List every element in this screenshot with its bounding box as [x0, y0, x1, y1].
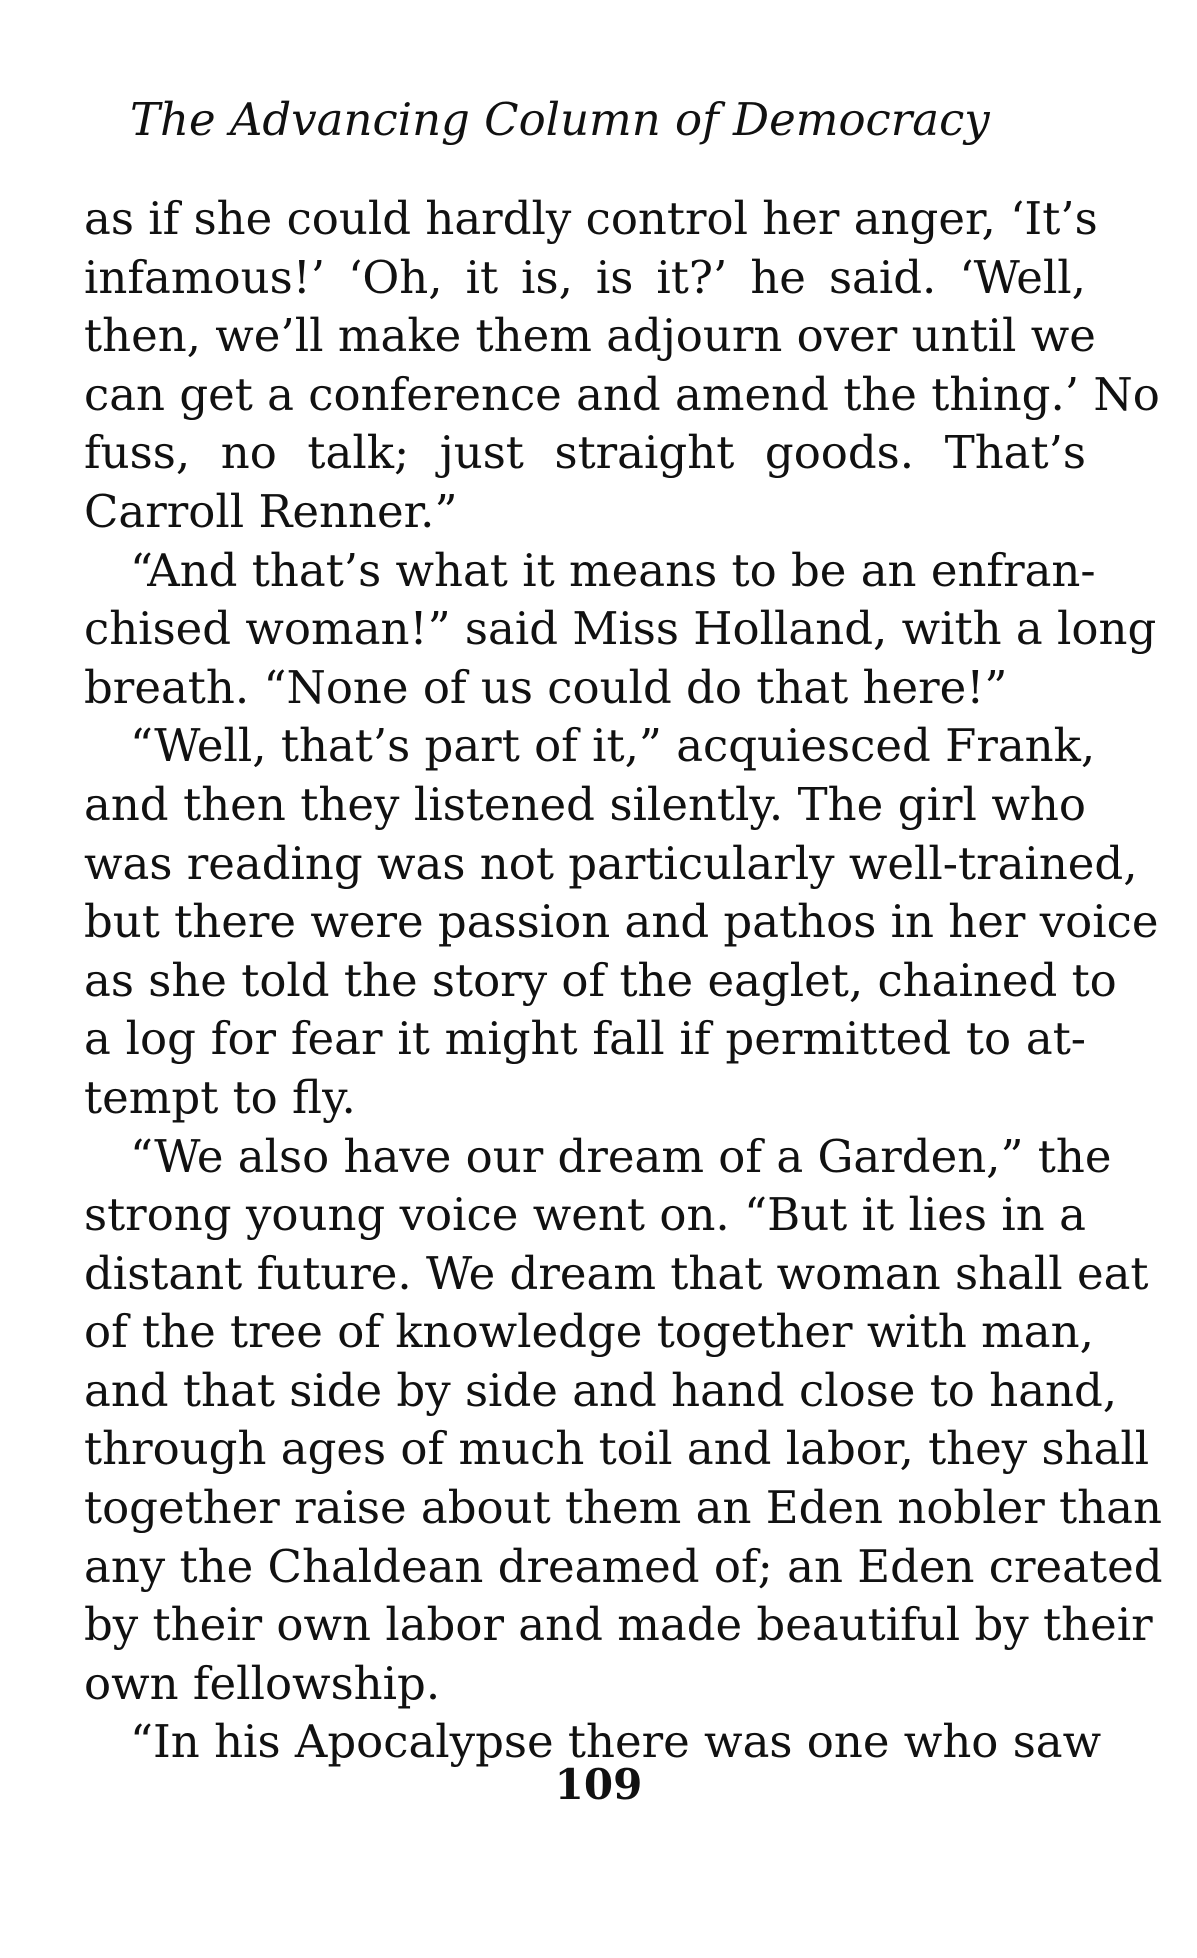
text-line: chised woman!” said Miss Holland, with a long	[84, 602, 1157, 656]
text-line: through ages of much toil and labor, they shall	[84, 1422, 1150, 1476]
text-line: a log for fear it might fall if permitted to at-	[84, 1012, 1086, 1066]
page-number: 109	[554, 1760, 643, 1809]
text-line: any the Chaldean dreamed of; an Eden created	[84, 1539, 1163, 1593]
text-line: as if she could hardly control her anger, ‘It’s	[84, 192, 1098, 245]
text-line: “We also have our dream of a Garden,” the	[130, 1129, 1112, 1183]
text-line: then, we’ll make them adjourn over until we	[84, 309, 1096, 363]
text-line: but there were passion and pathos in her voice	[84, 895, 1159, 949]
text-line: of the tree of knowledge together with man,	[84, 1305, 1094, 1359]
text-line: and then they listened silently. The girl who	[84, 777, 1086, 831]
text-line: and that side by side and hand close to hand,	[84, 1363, 1118, 1417]
text-line: Carroll Renner.”	[84, 484, 458, 538]
text-line: by their own labor and made beautiful by their	[84, 1598, 1153, 1652]
text-line: tempt to fly.	[84, 1070, 356, 1124]
running-head: The Advancing Column of Democracy	[130, 93, 990, 146]
text-line: distant future. We dream that woman shall eat	[84, 1246, 1149, 1300]
text-line: was reading was not particularly well-trained,	[84, 836, 1138, 890]
text-line: as she told the story of the eaglet, chained to	[84, 953, 1117, 1007]
text-line: “And that’s what it means to be an enfran-	[130, 543, 1096, 597]
body-text	[84, 190, 1163, 1772]
text-line: “In his Apocalypse there was one who saw	[130, 1715, 1102, 1769]
text-line: breath. “None of us could do that here!”	[84, 660, 1008, 714]
text-line: together raise about them an Eden nobler than	[84, 1481, 1162, 1535]
text-line: infamous!’ ‘Oh, it is, is it?’ he said. ‘Well,	[84, 250, 1086, 304]
text-line: fuss, no talk; just straight goods. That’s	[84, 426, 1086, 480]
text-line: can get a conference and amend the thing.’ No	[84, 367, 1160, 421]
text-line: strong young voice went on. “But it lies in a	[84, 1188, 1086, 1242]
text-line: own fellowship.	[84, 1656, 441, 1710]
text-line: “Well, that’s part of it,” acquiesced Frank,	[130, 719, 1096, 773]
